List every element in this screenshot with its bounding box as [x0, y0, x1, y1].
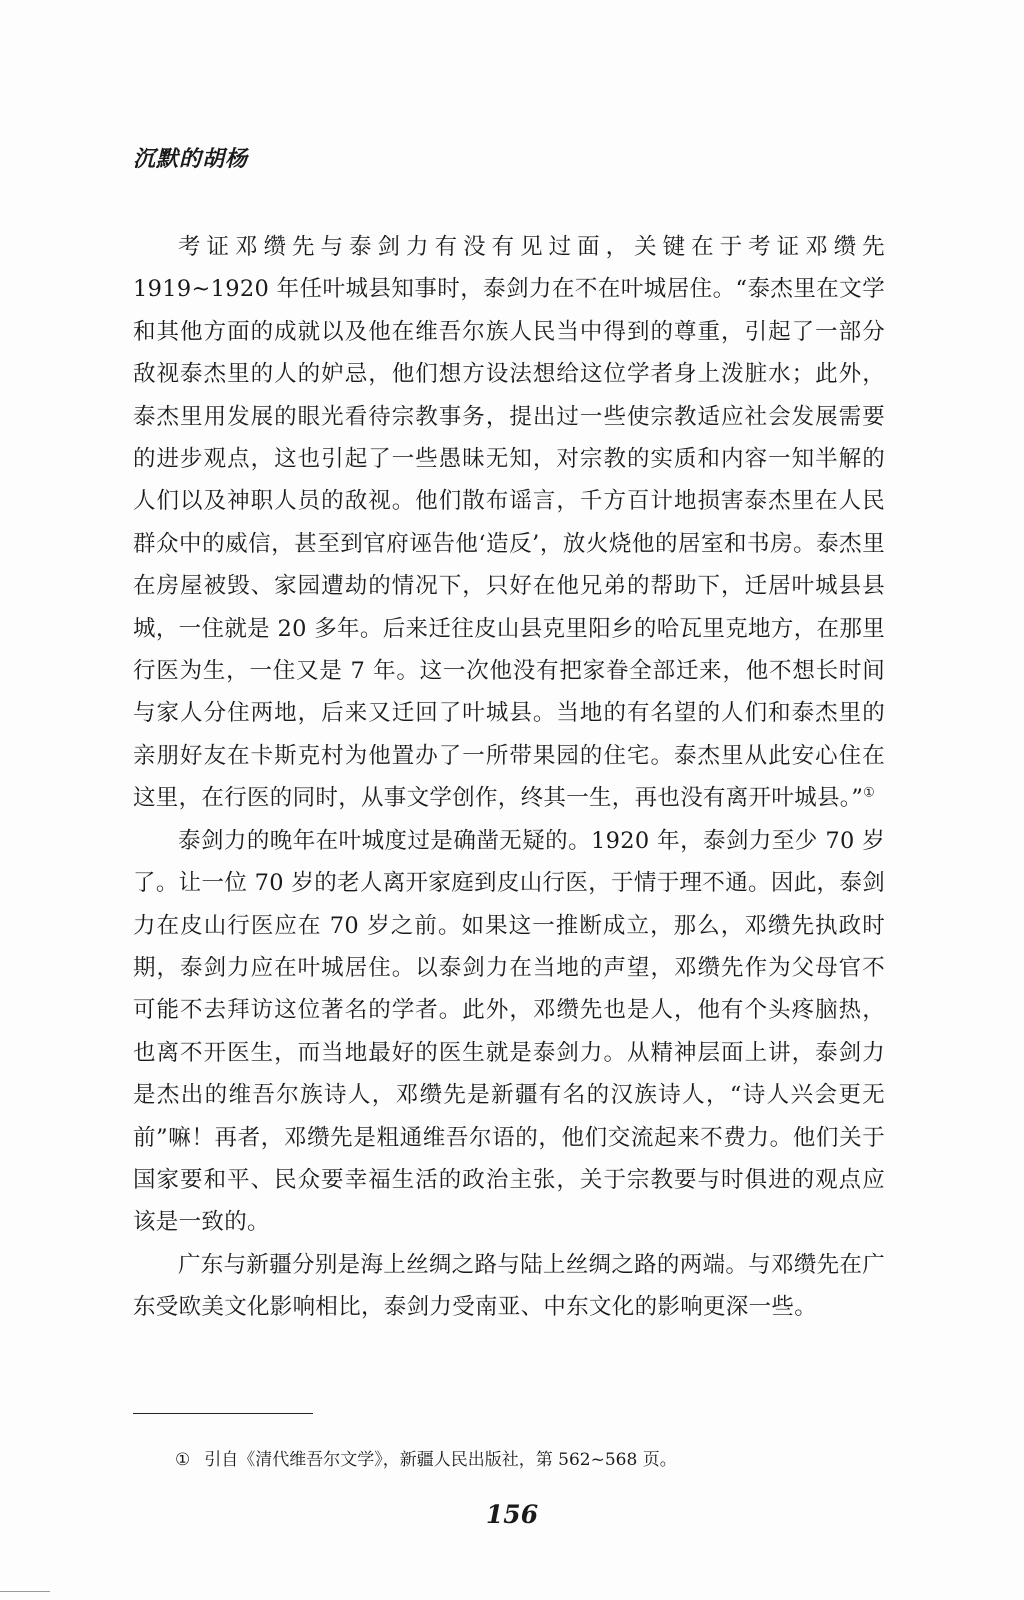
paragraph-3 — [133, 1244, 885, 1329]
scan-edge-line — [0, 1591, 50, 1592]
footnote — [175, 1448, 677, 1472]
paragraph-3-text: 广东与新疆分别是海上丝绸之路与陆上丝绸之路的两端。与邓缵先在广东受欧美文化影响相比，泰剑力受南亚、中东文化的影响更深一些。 — [133, 1251, 885, 1321]
paragraph-2 — [133, 820, 885, 1244]
paragraph-1 — [133, 226, 885, 820]
footnote-ref-mark[interactable]: ① — [863, 785, 876, 801]
page-number: 156 — [485, 1500, 539, 1529]
body-text — [133, 226, 885, 1329]
footnote-mark: ① — [175, 1450, 191, 1470]
paragraph-1-text: 考证邓缵先与泰剑力有没有见过面，关键在于考证邓缵先 1919~1920 年任叶城县知事时，泰剑力在不在叶城居住。“泰杰里在文学和其他方面的成就以及他在维吾尔族人民当中得到的尊重，引起了一部分敌视泰杰里的人的妒忌，他们想方设法想给这位学者身上泼脏水；此外，泰杰里用发展的眼光看待宗教事务，提出过一些使宗教适应社会发展需要的进步观点，这也引起了一些愚昧无知，对宗教的实质和内容一知半解的人们以及神职人员的敌视。他们散布谣言，千方百计地损害泰杰里在人民群众中的威信，甚至到官府诬告他‘造反’，放火烧他的居室和书房。泰杰里在房屋被毁、家园遭劫的情况下，只好在他兄弟的帮助下，迁居叶城县县城，一住就是 20 多年。后来迁往皮山县克里阳乡的哈瓦里克地方，在那里行医为生，一住又是 7 年。这一次他没有把家眷全部迁来，他不想长时间与家人分住两地，后来又迁回了叶城县。当地的有名望的人们和泰杰里的亲朋好友在卡斯克村为他置办了一所带果园的住宅。泰杰里从此安心住在这里，在行医的同时，从事文学创作，终其一生，再也没有离开叶城县。” — [133, 234, 885, 812]
paragraph-2-text: 泰剑力的晚年在叶城度过是确凿无疑的。1920 年，泰剑力至少 70 岁了。让一位 70 岁的老人离开家庭到皮山行医，于情于理不通。因此，泰剑力在皮山行医应在 70 岁之前。如果这一推断成立，那么，邓缵先执政时期，泰剑力应在叶城居住。以泰剑力在当地的声望，邓缵先作为父母官不可能不去拜访这位著名的学者。此外，邓缵先也是人，他有个头疼脑热，也离不开医生，而当地最好的医生就是泰剑力。从精神层面上讲，泰剑力是杰出的维吾尔族诗人，邓缵先是新疆有名的汉族诗人，“诗人兴会更无前”嘛！再者，邓缵先是粗通维吾尔语的，他们交流起来不费力。他们关于国家要和平、民众要幸福生活的政治主张，关于宗教要与时俱进的观点应该是一致的。 — [133, 827, 885, 1236]
footnote-text: 引自《清代维吾尔文学》，新疆人民出版社，第 562~568 页。 — [204, 1450, 677, 1470]
footnote-divider — [133, 1413, 313, 1414]
running-head-title: 沉默的胡杨 — [133, 147, 249, 172]
